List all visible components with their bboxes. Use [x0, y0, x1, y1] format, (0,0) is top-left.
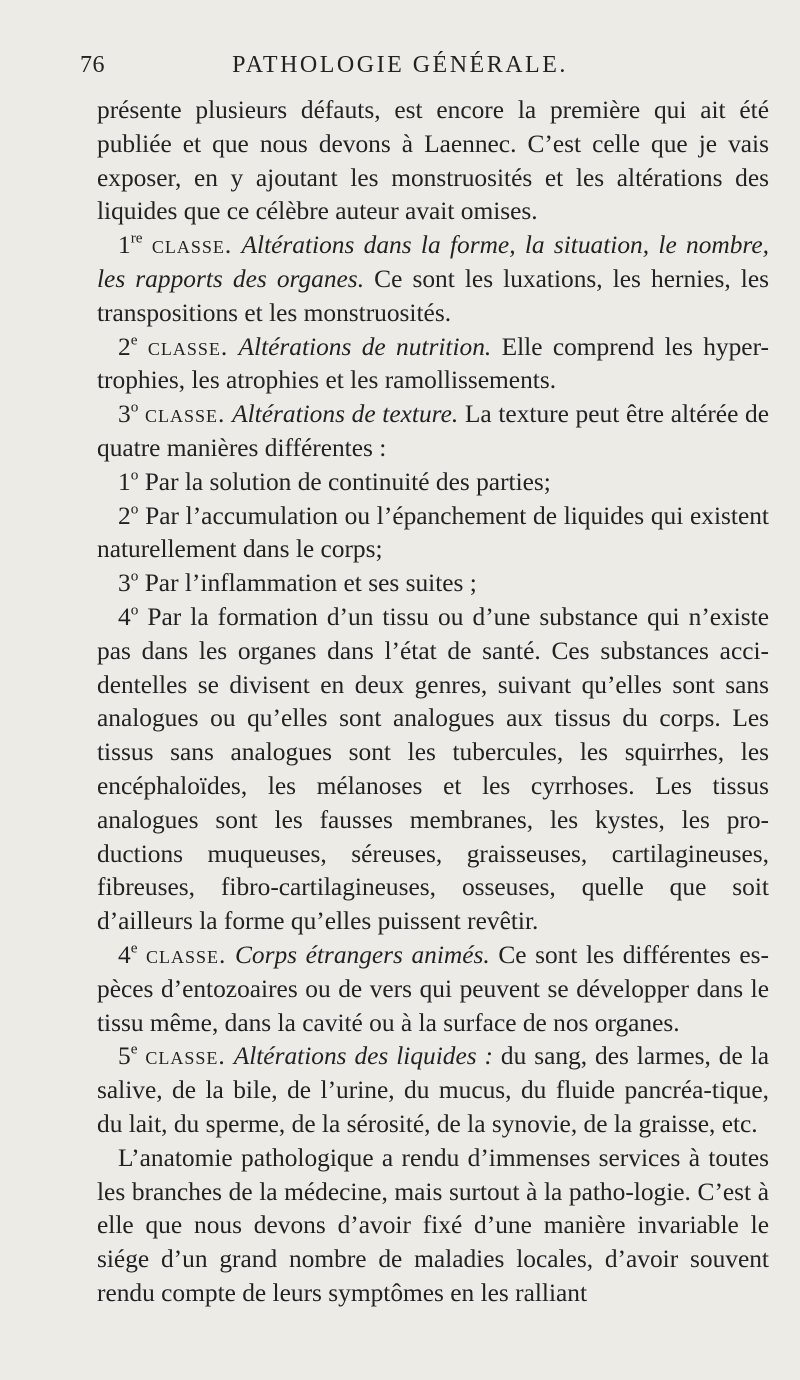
classe-label: classe. [145, 1042, 226, 1071]
classe-label: classe. [146, 940, 227, 969]
class-number: 5 [118, 1042, 131, 1071]
list-item-4 [97, 601, 769, 939]
item-text: Par la formation d’un tissu ou d’une substance qui n’existe pas dans les organes dans l’état de santé. Ces substances acci-dentelles se divisent en deux genres, suivant qu’elles sont sans analogues ou qu’elles sont analogues aux tissus du corps. Les tissus sans analogues sont les tubercules, les squirrhes, les encéphaloïdes, les mélanoses et les cyrrhoses. Les tissus analogues sont les fausses membranes, les kystes, les pro-ductions muqueuses, séreuses, graisseuses, cartilagineuses, fibreuses, fibro-cartilagineuses, osseuses, quelle que soit d’ailleurs la forme qu’elles puissent revêtir. [97, 602, 769, 936]
class-ordinal: e [130, 330, 138, 348]
paragraph-text: présente plusieurs défauts, est encore la première qui ait été publiée et que nous devons à Laennec. C’est celle que je vais exposer, en y ajoutant les monstruosités et les altérations des liquides que ce célèbre auteur avait omises. [97, 96, 769, 226]
paragraph-classe-3 [97, 398, 769, 466]
classe-label: classe. [147, 332, 229, 361]
paragraph-anatomie [97, 1142, 769, 1311]
class-title: Altérations dans la forme, la situation, le nombre, les rapports des organes. [97, 231, 769, 293]
paragraph-classe-1 [97, 229, 769, 330]
item-text: Par l’accumulation ou l’épanchement de liquides qui existent naturellement dans le corps; [97, 501, 769, 564]
running-title: PATHOLOGIE GÉNÉRALE. [232, 52, 568, 78]
item-text: Par la solution de continuité des parties; [144, 467, 551, 496]
body-text [97, 94, 769, 1311]
class-number: 3 [118, 400, 131, 429]
class-number: 2 [118, 332, 131, 361]
class-description: Elle comprend les hyper-trophies, les atrophies et les ramollissements. [97, 332, 769, 395]
list-item-1 [97, 466, 769, 500]
page-number: 76 [80, 52, 105, 78]
classe-label: classe. [151, 231, 233, 260]
item-ordinal: o [130, 567, 139, 585]
item-number: 2 [118, 501, 131, 530]
class-number: 4 [118, 940, 131, 969]
item-ordinal: o [130, 601, 139, 619]
class-ordinal: e [130, 939, 138, 957]
paragraph-classe-2 [97, 331, 769, 399]
class-description: du sang, des larmes, de la salive, de la bile, de l’urine, du mucus, du fluide pancréa-tique, du lait, du sperme, de la sérosité, de la synovie, de la graisse, etc. [97, 1042, 769, 1138]
list-item-3 [97, 567, 769, 601]
class-title: Altérations des liquides : [233, 1042, 493, 1071]
list-item-2 [97, 500, 769, 568]
class-ordinal: e [130, 1040, 138, 1058]
item-number: 4 [118, 602, 131, 631]
paragraph-continuation [97, 94, 769, 229]
class-ordinal: re [130, 229, 143, 247]
item-number: 1 [118, 467, 131, 496]
class-description: La texture peut être altérée de quatre manières différentes : [97, 400, 769, 462]
item-text: Par l’inflammation et ses suites ; [144, 569, 477, 598]
class-number: 1 [118, 231, 131, 260]
item-number: 3 [118, 569, 131, 598]
page-header [0, 52, 800, 92]
class-title: Altérations de texture. [232, 400, 459, 429]
class-title: Corps étrangers animés. [234, 940, 490, 969]
class-description: Ce sont les différentes es-pèces d’entozoaires ou de vers qui peuvent se développer dans le tissu même, dans la cavité ou à la surface de nos organes. [97, 940, 769, 1037]
class-title: Altérations de nutrition. [238, 332, 492, 361]
paragraph-classe-5 [97, 1040, 769, 1141]
class-ordinal: o [130, 398, 139, 416]
class-description: Ce sont les luxations, les hernies, les transpositions et les monstruosités. [97, 264, 769, 327]
item-ordinal: o [130, 499, 139, 517]
classe-label: classe. [145, 400, 226, 429]
paragraph-text: L’anatomie pathologique a rendu d’immenses services à toutes les branches de la médecine, mais surtout à la patho-logie. C’est à elle que nous devons d’avoir fixé d’une manière invariable le siége d’un grand nombre de maladies locales, d’avoir souvent rendu compte de leurs symptômes en les ralliant [97, 1143, 769, 1307]
item-ordinal: o [130, 466, 139, 484]
paragraph-classe-4 [97, 939, 769, 1040]
